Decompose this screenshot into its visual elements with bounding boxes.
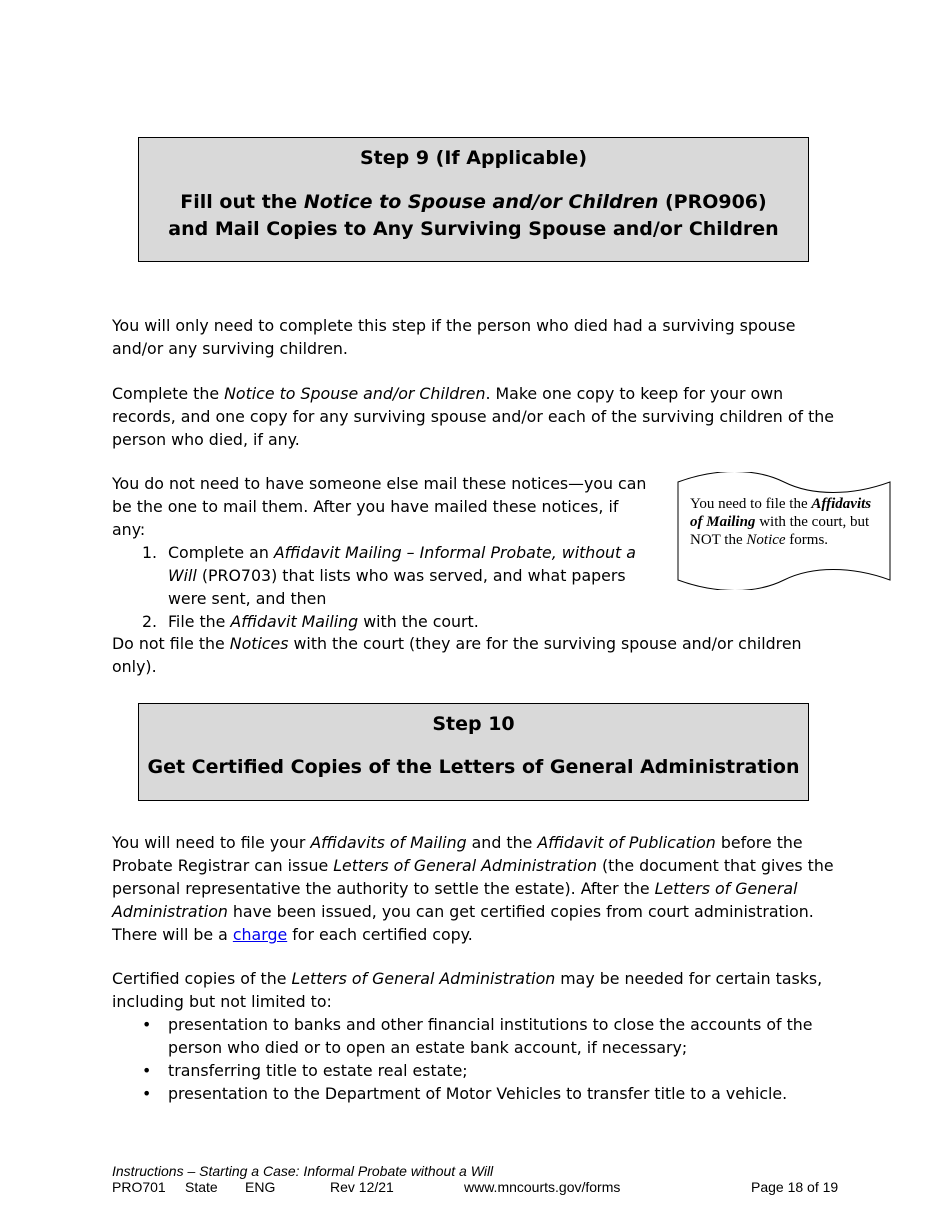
step10-title: Step 10 xyxy=(432,713,515,735)
paragraph-step9-intro: You will only need to complete this step if the person who died had a surviving spouse and/or any surviving children. xyxy=(112,316,796,358)
paragraph-do-not-file: Do not file the Notices with the court (they are for the surviving spouse and/or children only). xyxy=(112,634,802,676)
paragraph-complete-notice: Complete the Notice to Spouse and/or Children. Make one copy to keep for your own records, and one copy for any surviving spouse and/or each of the surviving children of the person who died, if any. xyxy=(112,384,834,449)
list-item: 1. Complete an Affidavit Mailing – Informal Probate, without a Will (PRO703) that lists who was served, and what papers were sent, and then xyxy=(142,543,636,608)
paragraph-uses: Certified copies of the Letters of General Administration may be needed for certain tasks, including but not limited to: • presentation to banks and other financial institutions to close the accounts of the person who died or to open an estate bank account, if necessary; • transferring title to estate real estate; • presentation to the Department of Motor Vehicles to transfer title to a vehicle. xyxy=(112,967,847,1105)
step10-heading: Get Certified Copies of the Letters of General Administration xyxy=(147,756,800,778)
footer-language: ENG xyxy=(245,1179,276,1195)
list-item: • presentation to banks and other financial institutions to close the accounts of the person who died or to open an estate bank account, if necessary; xyxy=(142,1015,813,1057)
callout-note xyxy=(676,472,892,590)
step10-header-box xyxy=(138,703,809,801)
footer-state: State xyxy=(185,1179,218,1195)
list-item: • transferring title to estate real estate; xyxy=(142,1061,468,1080)
step9-header-box xyxy=(138,137,809,262)
paragraph-mailing-instructions: You do not need to have someone else mail these notices—you can be the one to mail them. After you have mailed these notices, if any: 1. Complete an Affidavit Mailing – Informal Probate, without a Will (PRO703) that lists who was served, and what papers were sent, and then 2. File the Affidavit Mailing with the court. xyxy=(112,472,652,633)
paragraph-certified-copies: You will need to file your Affidavits of Mailing and the Affidavit of Publication before the Probate Registrar can issue Letters of General Administration (the document that gives the personal representative the authority to settle the estate). After the Letters of General Administration have been issued, you can get certified copies from court administration. There will be a charge for each certified copy. xyxy=(112,833,834,944)
callout-text: You need to file the Affidavits of Mailing with the court, but NOT the Notice forms. xyxy=(690,496,872,548)
footer-revision: Rev 12/21 xyxy=(330,1179,394,1195)
step9-heading: Fill out the Notice to Spouse and/or Children (PRO906) and Mail Copies to Any Surviving Spouse and/or Children xyxy=(168,191,779,240)
charge-link[interactable]: charge xyxy=(232,925,288,944)
list-item: 2. File the Affidavit Mailing with the court. xyxy=(142,612,479,631)
footer-title: Instructions – Starting a Case: Informal Probate without a Will xyxy=(112,1163,494,1179)
mailing-steps-list xyxy=(112,541,652,633)
step9-title: Step 9 (If Applicable) xyxy=(359,147,588,169)
footer-form-code: PRO701 xyxy=(112,1179,166,1195)
footer-url: www.mncourts.gov/forms xyxy=(464,1179,621,1195)
footer-page-number: Page 18 of 19 xyxy=(751,1179,839,1195)
list-item: • presentation to the Department of Motor Vehicles to transfer title to a vehicle. xyxy=(142,1084,788,1103)
